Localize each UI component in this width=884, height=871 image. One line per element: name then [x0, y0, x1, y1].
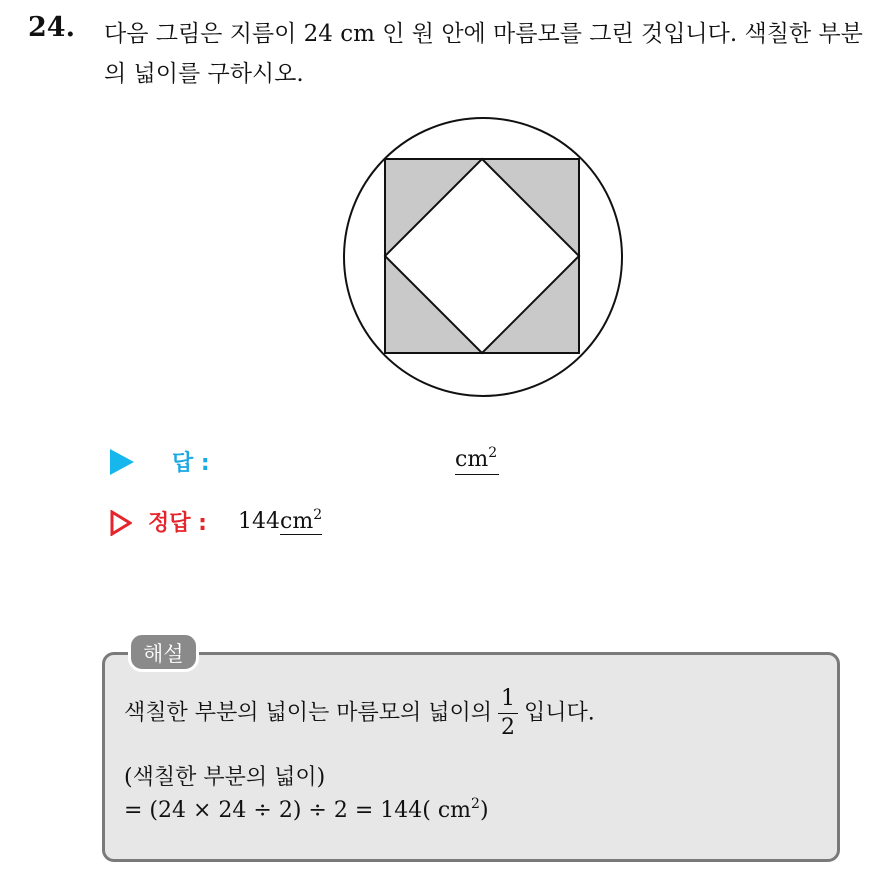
- explanation-tag: 해설: [128, 632, 199, 672]
- explanation-line-3-post: ): [479, 798, 489, 823]
- outline-triangle-icon: [110, 510, 132, 536]
- correct-unit-base: cm: [280, 509, 314, 534]
- answer-blank-unit[interactable]: [455, 446, 499, 475]
- correct-answer-unit: [280, 509, 322, 535]
- explanation-line-2: (색칠한 부분의 넓이): [124, 765, 326, 790]
- correct-unit-exponent: 2: [313, 507, 323, 523]
- figure: [340, 114, 626, 404]
- fraction-denominator: 2: [501, 715, 516, 740]
- correct-answer-row: [110, 504, 610, 538]
- answer-row: [110, 446, 610, 480]
- fraction-one-half: [498, 688, 518, 739]
- answer-unit-exponent: 2: [488, 445, 498, 461]
- explanation-line-3-pre: = (24 × 24 ÷ 2) ÷ 2 = 144( cm: [124, 798, 472, 823]
- explanation-line-1-pre: 색칠한 부분의 넓이는 마름모의 넓이의: [124, 700, 493, 726]
- explanation-line-1: [124, 688, 595, 739]
- correct-answer-value-wrap: [238, 508, 322, 536]
- explanation-line-1-post: 입니다.: [524, 700, 595, 726]
- fraction-numerator: 1: [498, 688, 518, 714]
- answer-unit-base: cm: [455, 447, 489, 472]
- play-triangle-icon: [110, 449, 134, 475]
- correct-answer-value: 144: [238, 509, 280, 534]
- question-number: 24.: [28, 12, 75, 43]
- explanation-box: [102, 652, 840, 862]
- correct-answer-label: 정답 :: [148, 511, 207, 536]
- answer-label: 답 :: [172, 451, 210, 476]
- explanation-line-3-exponent: 2: [471, 796, 480, 812]
- circle-rhombus-diagram: [340, 114, 626, 400]
- question-text: 다음 그림은 지름이 24 cm 인 원 안에 마름모를 그린 것입니다. 색칠한 부분의 넓이를 구하시오.: [104, 21, 863, 87]
- explanation-line-3: [124, 798, 489, 823]
